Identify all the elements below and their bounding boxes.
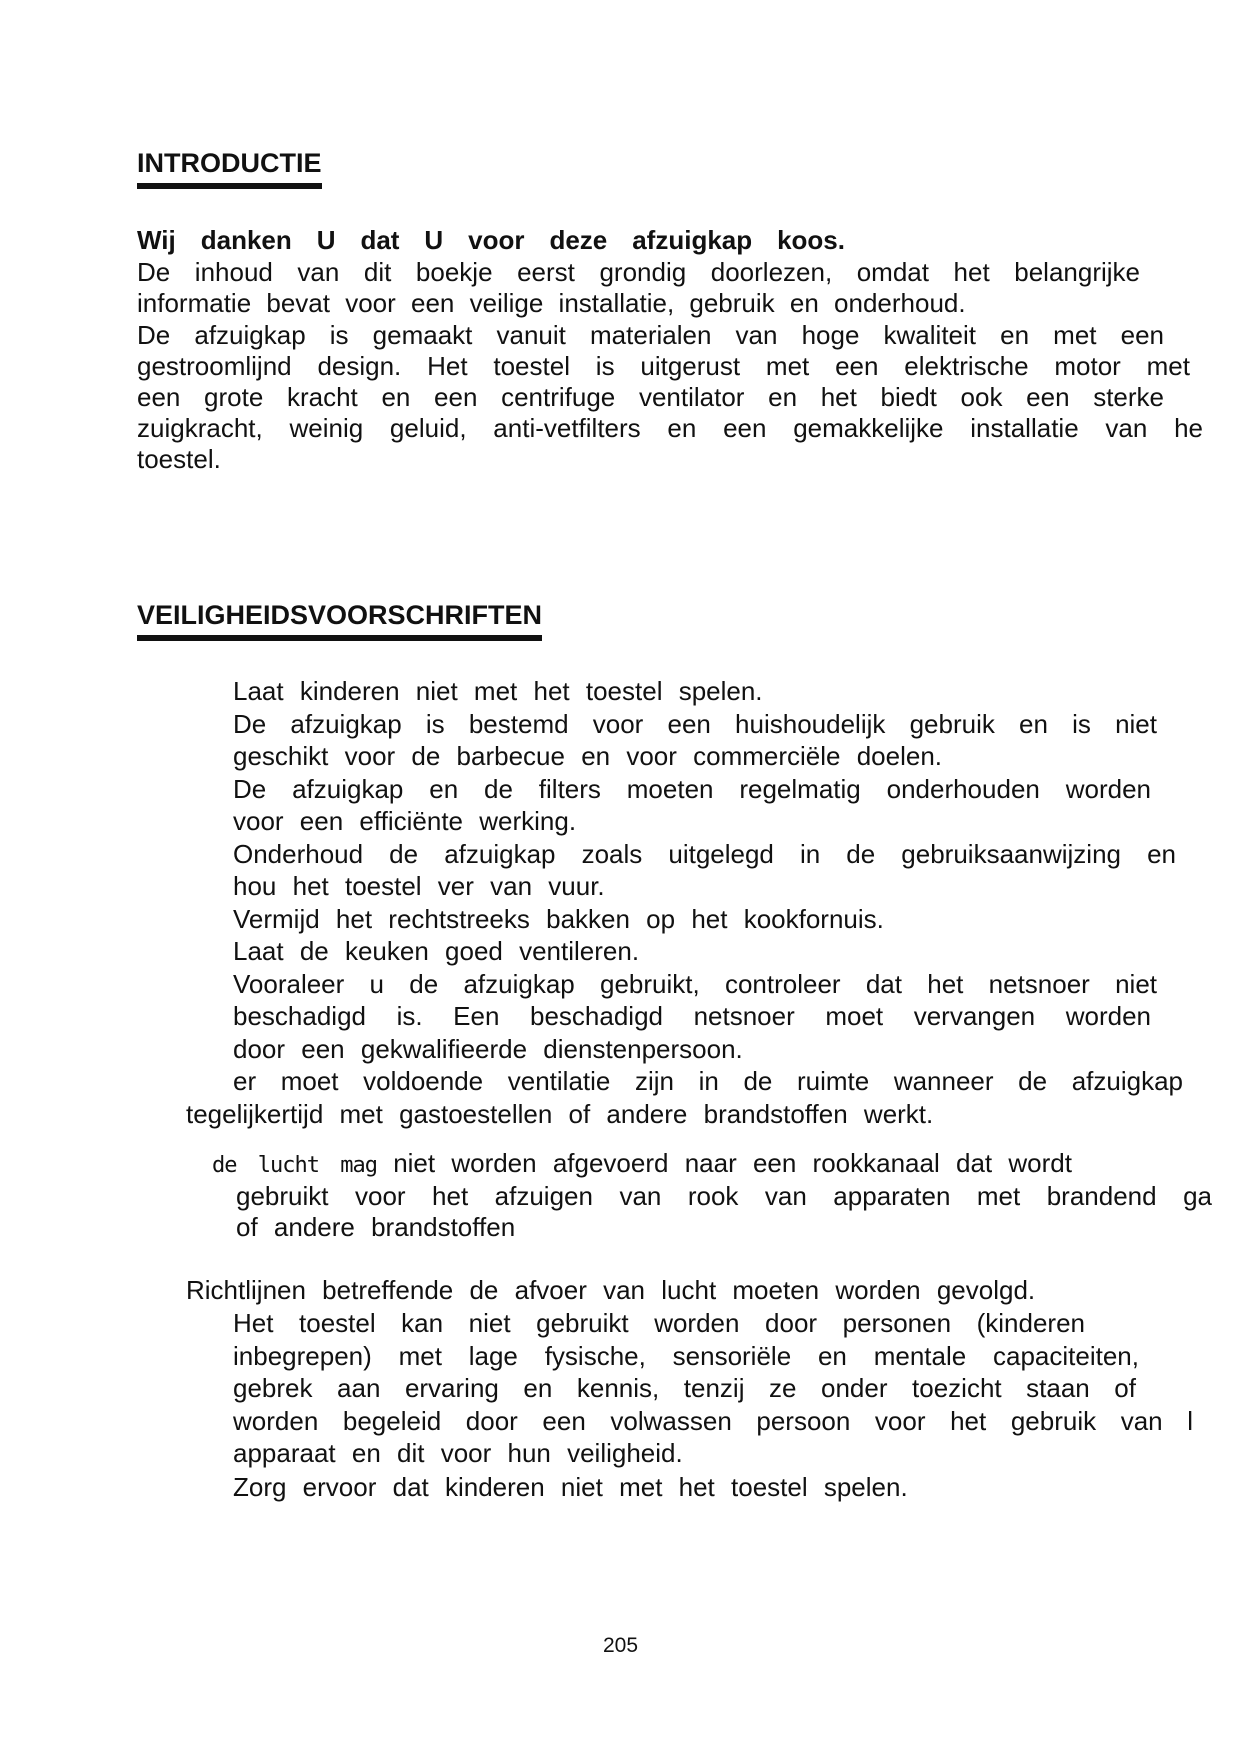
- intro-paragraph-2: De afzuigkap is gemaakt vanuit materialen van hoge kwaliteit en met een gestroomlijnd design. Het toestel is uitgerust met een elektrische motor met een grote kracht en een centrifuge ventilator en het biedt ook een sterke zuigkracht, weinig geluid, anti-vetfilters en een gemakkelijke installatie van he toestel.: [137, 320, 1203, 474]
- children-note: Zorg ervoor dat kinderen niet met het toestel spelen.: [233, 1471, 908, 1502]
- safety-item: Onderhoud de afzuigkap zoals uitgelegd in de gebruiksaanwijzing en hou het toestel ver van vuur.: [233, 838, 1176, 901]
- guidelines-note: Richtlijnen betreffende de afvoer van lucht moeten worden gevolgd.: [186, 1275, 1036, 1305]
- safety-heading: VEILIGHEIDSVOORSCHRIFTEN: [137, 600, 542, 641]
- page-number: 205: [602, 1634, 639, 1657]
- safety-item: De afzuigkap is bestemd voor een huishoudelijk gebruik en is niet geschikt voor de barbecue en voor commerciële doelen.: [233, 708, 1157, 771]
- safety-item: Vermijd het rechtstreeks bakken op het kookfornuis.: [233, 903, 884, 934]
- intro-heading: INTRODUCTIE: [137, 148, 322, 189]
- safety-item: Vooraleer u de afzuigkap gebruikt, controleer dat het netsnoer niet beschadigd is. Een beschadigd netsnoer moet vervangen worden door een gekwalifieerde dienstenpersoon.: [233, 968, 1157, 1064]
- exhaust-label: de lucht mag: [212, 1153, 377, 1178]
- intro-paragraph-1: De inhoud van dit boekje eerst grondig doorlezen, omdat het belangrijke informatie bevat voor een veilige installatie, gebruik en onderhoud.: [137, 257, 1140, 318]
- safety-item: Laat kinderen niet met het toestel spelen.: [233, 676, 763, 706]
- ventilation-continuation: tegelijkertijd met gastoestellen of andere brandstoffen werkt.: [186, 1099, 934, 1129]
- safety-item: Laat de keuken goed ventileren.: [233, 936, 640, 966]
- safety-item: De afzuigkap en de filters moeten regelmatig onderhouden worden voor een efficiënte werking.: [233, 773, 1151, 836]
- safety-list: [233, 675, 1183, 1098]
- capacity-note: Het toestel kan niet gebruikt worden door personen (kinderen inbegrepen) met lage fysische, sensoriële en mentale capaciteiten, gebrek aan ervaring en kennis, tenzij ze onder toezicht staan of worden begeleid door een volwassen persoon voor het gebruik van l apparaat en dit voor hun veiligheid. Zorg ervoor dat kinderen niet met het toestel spelen.: [233, 1308, 1193, 1502]
- intro-lead: Wij danken U dat U voor deze afzuigkap koos.: [137, 225, 845, 255]
- safety-item: er moet voldoende ventilatie zijn in de ruimte wanneer de afzuigkap: [233, 1066, 1183, 1096]
- exhaust-line: niet worden afgevoerd naar een rookkanaal dat wordt: [393, 1148, 1072, 1178]
- intro-section: [137, 225, 1203, 475]
- exhaust-note: de lucht mag niet worden afgevoerd naar een rookkanaal dat wordt gebruikt voor het afzuigen van rook van apparaten met brandend ga of andere brandstoffen: [212, 1148, 1212, 1242]
